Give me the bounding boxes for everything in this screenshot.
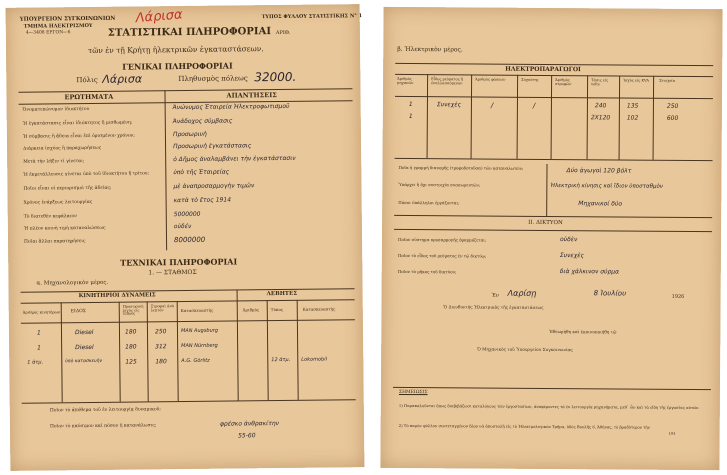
column-divider xyxy=(619,75,621,159)
column-divider xyxy=(147,301,149,401)
cell: 1 xyxy=(408,113,413,121)
station-heading: 1. — ΣΤΑΘΜΟΣ xyxy=(148,268,197,277)
cell: 12 ἀτμ. xyxy=(271,356,291,364)
cell: 312 xyxy=(155,343,167,351)
answer: κατὰ τὸ ἔτος 1914 xyxy=(173,196,232,205)
column-header: ΕΙΔΟΣ xyxy=(70,309,86,315)
cell: 125 xyxy=(125,358,137,366)
answer: Προσωρινὴ xyxy=(172,130,207,139)
left-page xyxy=(6,4,365,471)
footer-question-1: Ποῖον τὸ ἀπόθεμα τοῦ ἐν λειτουργίᾳ δυναμικοῦ; xyxy=(49,407,161,414)
cell: 600 xyxy=(666,114,679,122)
question: Ἡ πλέον κοινὴ τιμὴ καταναλώσεως xyxy=(23,225,106,232)
footer-answer-2: 55-60 xyxy=(238,432,256,440)
column-header: Τύπος xyxy=(270,306,284,313)
column-divider xyxy=(61,302,63,402)
place-value: Λαρίσῃ xyxy=(507,288,537,298)
mechanical-part-label: α. Μηχανολογικὸν μέρος. xyxy=(36,279,109,287)
answer: οὐδέν xyxy=(173,222,192,231)
column-divider xyxy=(164,90,167,250)
answer: οὐδὲν xyxy=(559,236,578,244)
column-header: Ἀριθμὸς κινητήρων xyxy=(22,309,61,315)
form-title: ΣΤΑΤΙΣΤΙΚΑΙ ΠΛΗΡΟΦΟΡΙΑΙ xyxy=(107,26,272,39)
column-header: Κατασκευαστὴς xyxy=(302,306,336,312)
answer: Ἀνώνυμος Ἑταιρεία Ἠλεκτροφωτισμοῦ xyxy=(172,102,290,112)
engines-header: ΚΙΝΗΤΗΡΙΟΙ ΔΥΝΑΜΕΙΣ xyxy=(78,292,156,300)
form-number-label: ΑΡΙΘ. xyxy=(275,29,291,37)
column-header: Εἶδος ρεύματος ἢ ἐναλλασσόμενον xyxy=(431,77,464,85)
column-divider xyxy=(267,300,269,400)
column-divider xyxy=(587,75,589,159)
general-info-heading: ΓΕΝΙΚΑΙ ΠΛΗΡΟΦΟΡΙΑΙ xyxy=(122,60,233,72)
column-divider xyxy=(517,75,519,159)
rule xyxy=(395,96,713,99)
electrical-part-label: β. Ἠλεκτρικὸν μέρος. xyxy=(397,45,463,54)
cell: 102 xyxy=(626,114,639,122)
footer-question-2: Ποῖον τὸ καύσιμον καὶ πόσον ἡ κατανάλωσις; xyxy=(49,423,157,430)
column-header: Ἀριθμὸς xyxy=(242,307,260,313)
column-divider xyxy=(297,300,299,400)
cell: 240 xyxy=(594,102,607,110)
cell: / xyxy=(490,101,494,110)
question: Ποῖαι ἄλλαι παρατηρήσεις xyxy=(24,239,86,245)
column-divider xyxy=(427,74,429,158)
cell: 250 xyxy=(154,328,167,336)
answer: μὲ ἀναπροσαρμογὴν τιμῶν xyxy=(173,182,255,191)
ministry-line-2: ΤΜΗΜΑ ΗΛΕΚΤΡΙΣΜΟΥ xyxy=(23,22,93,30)
column-header: Τάσις εἰς volts xyxy=(591,78,609,86)
column-header: Ἀριθμὸς φάσεων xyxy=(475,77,506,82)
signer-director: Ὁ Διευθυντὴς Ἠλεκτρικὸς τῆς ἐγκαταστάσεως xyxy=(443,304,544,310)
question: Ἡ ἐγκατάστασις εἶναι ἰδιόκτητος ἢ μισθωμένη; xyxy=(22,120,133,127)
answer: Ἀνάδοχος σύμβασις xyxy=(172,117,233,126)
technical-info-heading: ΤΕΧΝΙΚΑΙ ΠΛΗΡΟΦΟΡΙΑΙ xyxy=(120,256,238,268)
question: Ἡ ἐκμετάλλευσις γίνεται ὑπὸ τοῦ ἰδιοκτήτου ἢ τρίτου; xyxy=(23,171,150,178)
cell: 1 xyxy=(408,101,413,109)
question: Ὀνοματεπώνυμον ἰδιοκτήτου xyxy=(22,106,90,113)
cell: Συνεχὲς xyxy=(436,101,462,109)
answer: ὑπὸ τῆς Ἑταιρείας xyxy=(173,168,230,177)
column-header: Κατασκευαστὴς xyxy=(180,307,214,314)
answer: ὁ Δῆμος ἀναλαμβάνει τὴν ἐγκατάστασιν xyxy=(173,154,296,164)
year: 1926 xyxy=(671,293,685,300)
column-divider xyxy=(119,302,121,402)
rule xyxy=(394,229,712,232)
answer: Ἡλεκτρικὴ κίνησις καὶ ἴδιον ὑποσταθμὸν xyxy=(550,182,663,190)
network-heading: II. ΔΙΚΤΥΟΝ xyxy=(528,219,563,227)
cell: Diesel xyxy=(74,328,94,337)
question: Διάρκεια ἰσχύος ἢ παραχωρήσεως xyxy=(23,145,102,152)
answer: Προσωρινὴ ἐγκατάστασις xyxy=(173,142,252,151)
red-handwritten-city: Λάρισα xyxy=(135,7,184,27)
column-header: Προσωρινὴ ἰσχὺς εἰς ἵππους xyxy=(122,304,144,316)
question: Χρόνος ἐνάρξεως λειτουργίας xyxy=(23,199,93,206)
population-label: Πληθυσμὸς πόλεως xyxy=(178,74,248,84)
question: Τὸ διατεθὲν κεφάλαιον xyxy=(23,214,78,220)
question: Ἡ σύμβασις ἢ ἄδεια εἶναι ἐπὶ ὀρισμένον χρόνον; xyxy=(22,133,135,140)
cell: Lokomobil xyxy=(301,356,328,363)
right-page xyxy=(380,7,722,470)
note-2-year: 191 xyxy=(668,430,676,436)
column-divider xyxy=(653,76,655,160)
answer: Μηχανικοί δύο xyxy=(578,200,623,208)
note-2: 2) Τὸ παρὸν φύλλον συντεταγμένον δέον νὰ ἀποσταλῇ εἰς τὸ Ἠλεκτρολογικὸν Τμῆμα, ὁδὸς Βουλῆς 6, Ἀθήνας, τὸ βραδύτερον τὴν xyxy=(398,422,650,430)
seen-note: Ἐθεωρήθη καὶ ἐκοινοποιήθη τῷ xyxy=(549,328,617,335)
population-value: 32000. xyxy=(254,69,297,85)
question: Ποῖον τὸ εἶδος τοῦ ρεύματος ἐν τῷ δικτύῳ; xyxy=(397,252,487,259)
question: Πόσοι ὑπάλληλοι ἐργάζονται; xyxy=(398,199,460,206)
note-1: 1) Παρακαλοῦνται ὅπως διαβιβάζωσι καταλόγους τῶν ἐργοστασίων, ἀναφέροντες τὰ ἐν λειτουργίᾳ μηχανήματα, μεθ᾽ ὧν καὶ τὰ εἴδη τῆς ἐργασίας αὐτῶν. xyxy=(398,402,700,411)
cell: ὑπὸ κατασκευὴν xyxy=(65,358,103,365)
answer: Συνεχὲς xyxy=(559,252,585,260)
rule xyxy=(21,299,355,303)
cell: MAN Augsburg xyxy=(180,327,219,335)
generators-header: ΗΛΕΚΤΡΟΠΑΡΑΓΩΓΟΙ xyxy=(505,65,581,74)
ministry-line-3: 4—3408 ΕΡΓΟΝ—6 xyxy=(25,30,71,36)
cell: 1 xyxy=(37,344,42,352)
column-header: Ἀριθμὸς στροφῶν xyxy=(555,78,572,86)
questions-header: ΕΡΩΤΗΜΑΤΑ xyxy=(64,92,114,102)
boilers-header: ΛΕΒΗΤΕΣ xyxy=(266,290,298,298)
cell: 180 xyxy=(125,343,137,351)
column-divider xyxy=(177,301,179,401)
rule xyxy=(393,387,711,390)
date-value: 8 Ἰουλίου xyxy=(593,289,627,298)
footer-answer-1: φρέσκο ἀνθρακίτην xyxy=(219,420,280,428)
ministry-line-1: ΥΠΟΥΡΓΕΙΟΝ ΣΥΓΚΟΙΝΩΝΙΩΝ xyxy=(19,15,116,23)
rule xyxy=(395,158,713,161)
column-header: Ἰσχὺς εἰς KVA xyxy=(623,78,650,83)
answer: 5000000 xyxy=(173,210,201,219)
cell: 1 xyxy=(36,329,41,337)
answer: Δύο ἀγωγοὶ 120 βόλτ xyxy=(566,167,632,175)
column-header: Συχνότης xyxy=(521,77,539,82)
cell: 2X120 xyxy=(590,114,611,122)
answer: διὰ χάλκινον σύρμα xyxy=(559,268,620,276)
question: Ποῖοι εἶναι οἱ περιορισμοὶ τῆς ἀδείας; xyxy=(23,185,112,192)
column-header: Ἀριθμὸς μηχανῶν xyxy=(397,76,414,85)
answer: 8000000 xyxy=(173,235,206,245)
cell: A.G. Görlitz xyxy=(181,357,210,365)
city-value: Λάρισα xyxy=(102,72,143,86)
cell: 180 xyxy=(124,328,137,336)
form-type: ΤΥΠΟΣ ΦΥΛΛΟΥ ΣΤΑΤΙΣΤΙΚΗΣ Ν° 1 xyxy=(261,13,363,21)
column-divider xyxy=(551,75,553,159)
question: Ποῖα ἡ γραμμὴ διανομῆς (τροφοδοτοῦσα) τῶν καταναλωτῶν; xyxy=(398,164,524,171)
rule xyxy=(21,319,355,323)
column-header: Στοιχεῖα xyxy=(659,78,676,83)
question: Ὑπάρχει ἢ ὄχι συστοιχία συσσωρευτῶν; xyxy=(398,181,481,188)
rule xyxy=(394,215,712,218)
cell: 180 xyxy=(155,358,167,366)
question: Ποῖον τὸ μῆκος τοῦ δικτύου; xyxy=(397,268,457,275)
cell: Diesel xyxy=(75,343,94,352)
rule xyxy=(18,88,352,92)
place-label: Ἐν xyxy=(491,292,499,299)
cell: / xyxy=(532,101,536,110)
cell: 1 ἀτμ. xyxy=(27,359,44,366)
city-label: Πόλις xyxy=(76,75,98,85)
form-subtitle: τῶν ἐν τῇ Κρήτῃ ἠλεκτρικῶν ἐγκαταστάσεων. xyxy=(87,44,264,56)
cell: 250 xyxy=(666,102,679,110)
cell: 135 xyxy=(626,102,639,110)
question: Μετὰ τὴν λῆξιν τί γίνεται; xyxy=(23,159,85,165)
answers-header: ΑΠΑΝΤΗΣΕΙΣ xyxy=(226,91,277,100)
question: Ποῖον σύστημα προσαρμογῆς ἐφαρμόζεται; xyxy=(397,236,487,243)
notes-heading: ΣΗΜΕΙΩΣΙΣ xyxy=(398,389,428,396)
signer-engineer: Ὁ Μηχανικὸς τοῦ Ὑπουργείου Συγκοινωνίας xyxy=(477,346,573,353)
column-divider xyxy=(237,289,239,400)
column-divider xyxy=(546,164,547,216)
rule xyxy=(22,399,356,403)
rule xyxy=(21,288,355,292)
column-header: Στροφαὶ ἀνὰ λεπτὸν xyxy=(150,304,175,312)
column-divider xyxy=(471,74,473,158)
cell: MAN Nürnberg xyxy=(181,342,218,350)
